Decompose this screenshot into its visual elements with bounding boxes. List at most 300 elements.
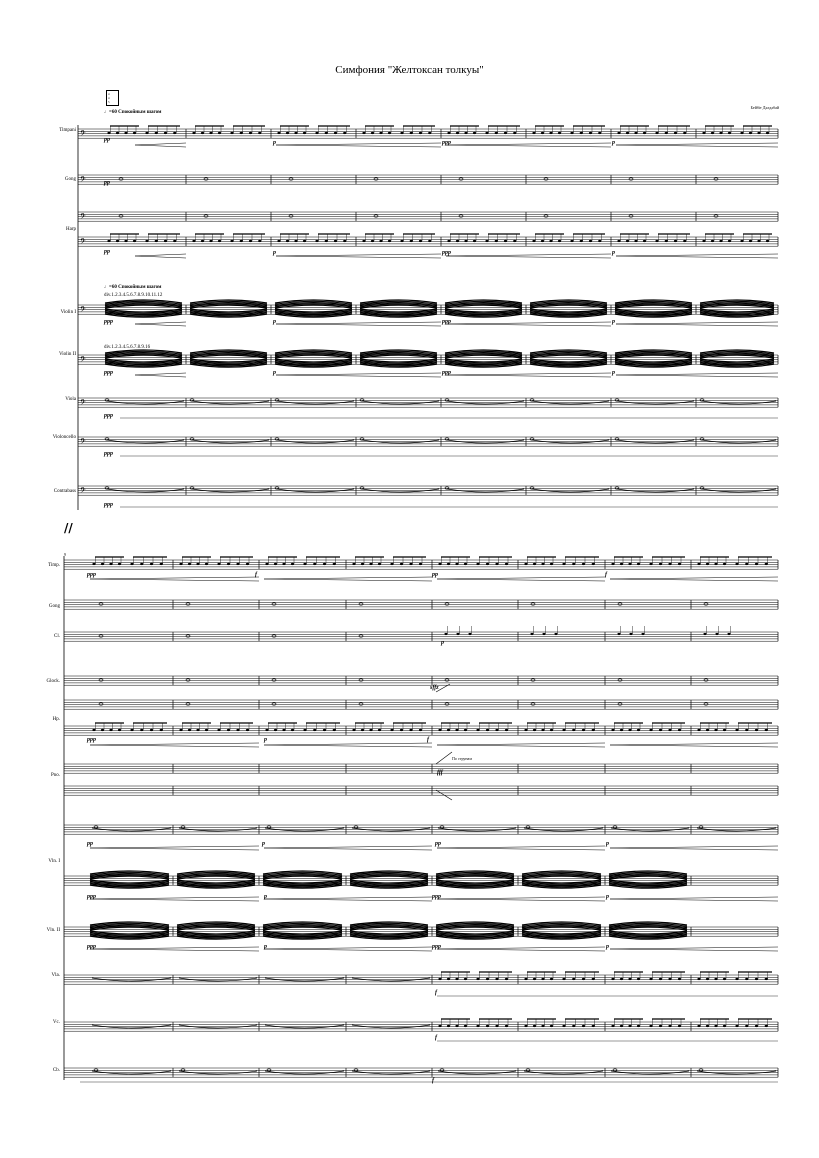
dynamic-vln1-2: pp xyxy=(87,841,93,847)
note-head xyxy=(740,240,743,242)
note-head xyxy=(572,729,575,731)
note-head xyxy=(447,729,450,731)
hairpin-line xyxy=(264,947,432,949)
note-head xyxy=(140,563,143,565)
clef: 𝄢 xyxy=(80,306,86,316)
note-head xyxy=(109,563,112,565)
note-head xyxy=(201,132,204,134)
whole-note xyxy=(275,399,279,401)
note-head xyxy=(628,978,631,980)
note-head xyxy=(541,563,544,565)
note-head xyxy=(343,240,346,242)
note-head xyxy=(634,132,637,134)
piano-technique-text: По струнам xyxy=(452,756,472,761)
hairpin-line xyxy=(610,947,778,949)
note-head xyxy=(745,1025,748,1027)
dynamic-harp-p: p xyxy=(273,250,276,256)
note-head xyxy=(130,563,133,565)
hairpin-line xyxy=(276,143,441,145)
note-head xyxy=(643,240,646,242)
note-head xyxy=(678,563,681,565)
note-head xyxy=(513,240,516,242)
note-head xyxy=(683,132,686,134)
dynamic-gong: pp xyxy=(104,180,110,186)
note-head xyxy=(735,1025,738,1027)
note-head xyxy=(562,1025,565,1027)
note-head xyxy=(495,729,498,731)
clef: 𝄢 xyxy=(80,356,86,366)
note-head xyxy=(378,729,381,731)
whole-note xyxy=(105,438,109,440)
whole-note xyxy=(700,438,704,440)
note-head xyxy=(562,978,565,980)
note-head xyxy=(155,240,158,242)
hairpin-line xyxy=(610,743,778,745)
note-head xyxy=(674,240,677,242)
note-head xyxy=(678,978,681,980)
hairpin-line xyxy=(616,143,778,145)
note-head xyxy=(643,132,646,134)
dynamic-cl: p xyxy=(441,640,444,646)
dynamic-vln1: ppp xyxy=(104,319,113,325)
note-head xyxy=(697,978,700,980)
dynamic-vc: ppp xyxy=(104,451,113,457)
hairpin-line xyxy=(616,254,778,256)
note-head xyxy=(714,1025,717,1027)
whole-note xyxy=(530,399,534,401)
note-head xyxy=(205,729,208,731)
whole-note xyxy=(94,826,98,828)
whole-note xyxy=(190,487,194,489)
note-head xyxy=(697,729,700,731)
dynamic-harp-ppp: ppp xyxy=(442,250,451,256)
hairpin-line xyxy=(616,256,778,258)
note-head xyxy=(313,729,316,731)
hairpin-line xyxy=(90,899,259,901)
hairpin-line xyxy=(446,322,611,324)
dynamic-hp2-p: p xyxy=(264,737,267,743)
note-head xyxy=(201,240,204,242)
note-head xyxy=(592,978,595,980)
note-head xyxy=(541,978,544,980)
note-head xyxy=(755,729,758,731)
note-head xyxy=(592,563,595,565)
glissando xyxy=(436,752,452,764)
note-head xyxy=(665,132,668,134)
note-head xyxy=(549,240,552,242)
time-box-line: 5 xyxy=(108,100,110,104)
note-head xyxy=(476,1025,479,1027)
note-head xyxy=(580,240,583,242)
score-title: Симфония "Желтоксан толкуы" xyxy=(335,64,484,76)
hairpin-line xyxy=(437,848,605,850)
hairpin-line xyxy=(264,897,432,899)
note-head xyxy=(505,563,508,565)
note-head xyxy=(274,729,277,731)
note-head xyxy=(400,563,403,565)
note-head xyxy=(209,132,212,134)
label-harp: Harp xyxy=(66,227,76,232)
hairpin-line xyxy=(264,579,432,581)
hairpin-line xyxy=(276,145,441,147)
whole-note xyxy=(613,1069,617,1071)
note-head xyxy=(410,240,413,242)
note-head xyxy=(659,1025,662,1027)
note-head xyxy=(598,132,601,134)
note-head xyxy=(570,132,573,134)
note-head xyxy=(533,729,536,731)
note-head xyxy=(554,633,557,635)
note-head xyxy=(582,563,585,565)
label-violin2: Violin II xyxy=(58,352,76,357)
note-head xyxy=(505,978,508,980)
note-head xyxy=(678,1025,681,1027)
hairpin-line xyxy=(135,256,186,258)
note-head xyxy=(101,729,104,731)
label-cello: Violoncello xyxy=(52,435,76,440)
note-head xyxy=(444,633,447,635)
clef: 𝄢 xyxy=(80,399,86,409)
note-head xyxy=(749,240,752,242)
note-head xyxy=(665,240,668,242)
note-head xyxy=(649,1025,652,1027)
whole-note xyxy=(275,487,279,489)
note-head xyxy=(755,1025,758,1027)
note-head xyxy=(361,729,364,731)
dynamic-vln1-2-pp: pp xyxy=(435,841,441,847)
note-head xyxy=(379,240,382,242)
note-head xyxy=(92,729,95,731)
note-head xyxy=(371,240,374,242)
hairpin-line xyxy=(276,254,441,256)
system-separator: // xyxy=(64,521,73,535)
dynamic-vln2-ppp: ppp xyxy=(442,370,451,376)
dynamic-harp: pp xyxy=(104,249,110,255)
note-head xyxy=(532,240,535,242)
note-head xyxy=(723,1025,726,1027)
note-head xyxy=(361,563,364,565)
dynamic-timp-p2: p xyxy=(612,140,615,146)
hairpin-line xyxy=(446,256,611,258)
note-head xyxy=(532,132,535,134)
whole-note xyxy=(700,487,704,489)
dynamic-vln1b-p2: p xyxy=(606,894,609,900)
note-head xyxy=(140,729,143,731)
note-head xyxy=(723,978,726,980)
whole-note xyxy=(105,399,109,401)
note-head xyxy=(455,978,458,980)
note-head xyxy=(277,132,280,134)
note-head xyxy=(620,978,623,980)
note-head xyxy=(626,240,629,242)
hairpin-line xyxy=(90,577,259,579)
hairpin-line xyxy=(264,846,432,848)
whole-note xyxy=(615,487,619,489)
note-head xyxy=(570,240,573,242)
note-head xyxy=(155,132,158,134)
hairpin-line xyxy=(135,375,186,377)
note-head xyxy=(282,563,285,565)
note-head xyxy=(659,563,662,565)
note-head xyxy=(455,729,458,731)
note-head xyxy=(455,1025,458,1027)
note-head xyxy=(541,729,544,731)
hairpin-line xyxy=(90,848,259,850)
note-head xyxy=(592,729,595,731)
note-head xyxy=(303,729,306,731)
note-head xyxy=(719,132,722,134)
hairpin-line xyxy=(437,745,605,747)
whole-note xyxy=(445,438,449,440)
note-head xyxy=(486,563,489,565)
clef: 𝄢 xyxy=(80,438,86,448)
dynamic-timp2-f: f xyxy=(255,572,257,578)
note-head xyxy=(572,563,575,565)
note-head xyxy=(765,729,768,731)
note-head xyxy=(217,563,220,565)
note-head xyxy=(325,240,328,242)
note-head xyxy=(495,240,498,242)
whole-note xyxy=(526,826,530,828)
note-head xyxy=(107,132,110,134)
clef: 𝄢 xyxy=(80,130,86,140)
label-timpani: Timpani xyxy=(59,128,76,133)
note-head xyxy=(192,132,195,134)
dynamic-vln2-p2: p xyxy=(612,370,615,376)
dynamic-vc2: f xyxy=(435,1035,437,1041)
note-head xyxy=(173,132,176,134)
note-head xyxy=(303,240,306,242)
whole-note xyxy=(699,1069,703,1071)
dynamic-vln1b-p: p xyxy=(264,894,267,900)
note-head xyxy=(192,240,195,242)
note-head xyxy=(274,563,277,565)
label-viola-2: Vla. xyxy=(51,973,60,978)
note-head xyxy=(419,729,422,731)
hairpin-line xyxy=(276,256,441,258)
clef: 𝄢 xyxy=(80,176,86,186)
note-head xyxy=(495,978,498,980)
note-head xyxy=(620,729,623,731)
note-head xyxy=(765,1025,768,1027)
whole-note xyxy=(267,1069,271,1071)
note-head xyxy=(473,240,476,242)
note-head xyxy=(464,1025,467,1027)
hairpin-line xyxy=(437,949,605,951)
note-head xyxy=(333,729,336,731)
label-contrabass-2: Cb. xyxy=(52,1068,60,1073)
label-piano: Pno. xyxy=(50,773,60,778)
label-timp-2: Timp. xyxy=(48,563,60,568)
note-head xyxy=(352,729,355,731)
note-head xyxy=(668,729,671,731)
hairpin-line xyxy=(616,373,778,375)
note-head xyxy=(580,132,583,134)
whole-note xyxy=(105,487,109,489)
note-head xyxy=(572,978,575,980)
hairpin-line xyxy=(135,145,186,147)
hairpin-line xyxy=(446,143,611,145)
note-head xyxy=(164,132,167,134)
note-head xyxy=(291,729,294,731)
whole-note xyxy=(190,438,194,440)
note-head xyxy=(400,240,403,242)
note-head xyxy=(390,729,393,731)
dynamic-vln2-2-ppp: ppp xyxy=(432,944,441,950)
note-head xyxy=(476,729,479,731)
note-head xyxy=(745,563,748,565)
note-head xyxy=(562,563,565,565)
note-head xyxy=(160,563,163,565)
note-head xyxy=(766,132,769,134)
note-head xyxy=(313,563,316,565)
note-head xyxy=(611,1025,614,1027)
note-head xyxy=(447,1025,450,1027)
note-head xyxy=(379,132,382,134)
note-head xyxy=(456,132,459,134)
note-head xyxy=(711,132,714,134)
note-head xyxy=(323,563,326,565)
note-head xyxy=(468,633,471,635)
note-head xyxy=(116,240,119,242)
note-head xyxy=(637,1025,640,1027)
note-head xyxy=(706,729,709,731)
note-head xyxy=(438,729,441,731)
dynamic-timp2-f2: f xyxy=(605,572,607,578)
note-head xyxy=(495,1025,498,1027)
hairpin-line xyxy=(264,899,432,901)
note-head xyxy=(118,563,121,565)
note-head xyxy=(246,729,249,731)
note-head xyxy=(400,729,403,731)
dynamic-cb: ppp xyxy=(104,502,113,508)
whole-note xyxy=(526,1069,530,1071)
note-head xyxy=(655,240,658,242)
dynamic-timp2-pp: pp xyxy=(432,572,438,578)
note-head xyxy=(369,729,372,731)
note-head xyxy=(637,563,640,565)
dynamic-vln1-p2: p xyxy=(612,319,615,325)
tempo-marking-strings: ♩=60 Спокойным шагом xyxy=(104,285,162,290)
note-head xyxy=(378,563,381,565)
note-head xyxy=(240,240,243,242)
note-head xyxy=(118,729,121,731)
dynamic-timp: pp xyxy=(104,137,110,143)
note-head xyxy=(464,729,467,731)
note-head xyxy=(706,1025,709,1027)
whole-note xyxy=(190,399,194,401)
note-head xyxy=(649,729,652,731)
note-head xyxy=(188,563,191,565)
note-head xyxy=(735,729,738,731)
note-head xyxy=(476,563,479,565)
note-head xyxy=(145,132,148,134)
dynamic-vln1b: ppp xyxy=(87,894,96,900)
whole-note xyxy=(181,826,185,828)
note-head xyxy=(294,240,297,242)
hairpin-line xyxy=(616,145,778,147)
note-head xyxy=(668,1025,671,1027)
hairpin-line xyxy=(135,143,186,145)
note-head xyxy=(334,132,337,134)
note-head xyxy=(179,563,182,565)
whole-note xyxy=(440,826,444,828)
note-head xyxy=(352,563,355,565)
clef: 𝄢 xyxy=(80,238,86,248)
hairpin-line xyxy=(610,848,778,850)
whole-note xyxy=(530,487,534,489)
note-head xyxy=(447,978,450,980)
label-violin1: Violin I xyxy=(60,310,76,315)
note-head xyxy=(728,132,731,134)
note-head xyxy=(524,563,527,565)
note-head xyxy=(485,132,488,134)
note-head xyxy=(476,978,479,980)
hairpin-line xyxy=(437,846,605,848)
time-box-line: 4 xyxy=(108,96,110,100)
note-head xyxy=(362,132,365,134)
note-head xyxy=(400,132,403,134)
note-head xyxy=(714,978,717,980)
tempo-marking: ♩=60 Спокойным шагом xyxy=(104,110,162,115)
whole-note xyxy=(440,1069,444,1071)
note-head xyxy=(315,132,318,134)
note-head xyxy=(227,563,230,565)
whole-note xyxy=(615,438,619,440)
note-head xyxy=(473,132,476,134)
note-head xyxy=(542,633,545,635)
hairpin-line xyxy=(90,579,259,581)
note-head xyxy=(464,240,467,242)
note-head xyxy=(697,563,700,565)
dynamic-vln2-p: p xyxy=(273,370,276,376)
note-head xyxy=(92,563,95,565)
divisi-violin2: div.1.2.3.4.5.6.7.8.9.16 xyxy=(104,345,151,350)
note-head xyxy=(757,132,760,134)
dynamic-pno: fff xyxy=(437,770,443,776)
note-head xyxy=(236,563,239,565)
note-head xyxy=(196,729,199,731)
note-head xyxy=(582,978,585,980)
hairpin-line xyxy=(264,743,432,745)
label-glockenspiel: Glock. xyxy=(46,679,60,684)
hairpin-line xyxy=(616,322,778,324)
label-viola: Viola xyxy=(65,397,76,402)
note-head xyxy=(130,729,133,731)
note-head xyxy=(714,563,717,565)
whole-note xyxy=(360,399,364,401)
note-head xyxy=(438,563,441,565)
note-head xyxy=(464,132,467,134)
whole-note xyxy=(181,1069,185,1071)
note-head xyxy=(486,1025,489,1027)
note-head xyxy=(107,240,110,242)
note-head xyxy=(286,240,289,242)
whole-note xyxy=(360,438,364,440)
measure-number: 9 xyxy=(64,552,66,557)
note-head xyxy=(562,729,565,731)
note-head xyxy=(530,633,533,635)
note-head xyxy=(533,1025,536,1027)
whole-note xyxy=(267,826,271,828)
note-head xyxy=(447,240,450,242)
note-head xyxy=(486,729,489,731)
note-head xyxy=(179,729,182,731)
note-head xyxy=(419,132,422,134)
dynamic-vla2: f xyxy=(435,990,437,996)
note-head xyxy=(723,729,726,731)
hairpin-line xyxy=(135,324,186,326)
